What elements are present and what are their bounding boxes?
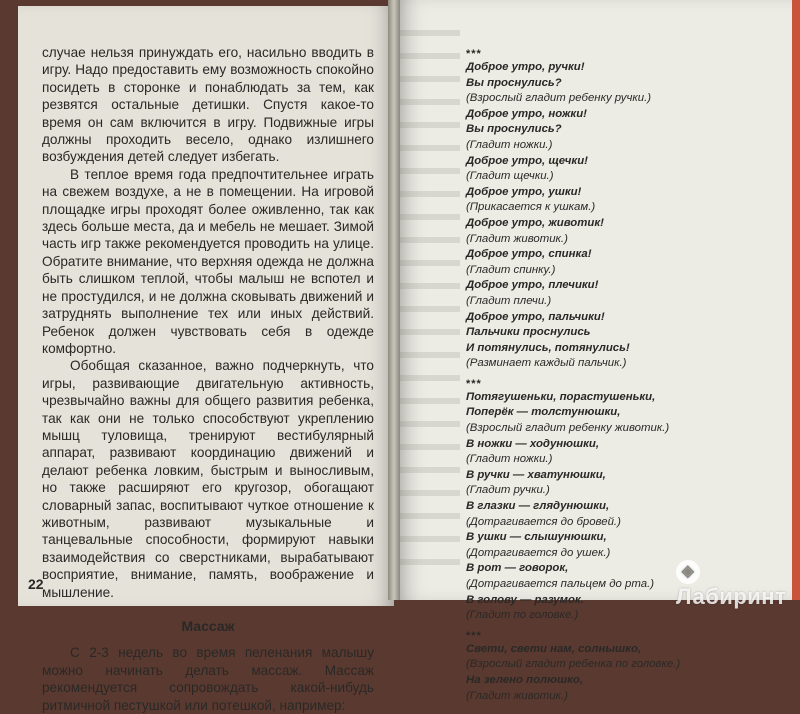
verse-line: В ножки — ходунюшки, bbox=[466, 437, 600, 450]
verse-line: Доброе утро, ушки! bbox=[466, 185, 582, 198]
stage-direction: (Взрослый гладит ребенка по головке.) bbox=[466, 658, 681, 671]
stage-direction: (Гладит животик.) bbox=[466, 232, 568, 245]
verse-line: На зелено полюшко, bbox=[466, 673, 584, 686]
stage-direction: (Гладит ручки.) bbox=[466, 484, 550, 497]
stage-direction: (Разминает каждый пальчик.) bbox=[466, 357, 627, 370]
section-heading: Массаж bbox=[181, 618, 235, 634]
verse-line: В ручки — хватунюшки, bbox=[466, 468, 606, 481]
separator: *** bbox=[466, 629, 482, 642]
verse-line: Доброе утро, ножки! bbox=[466, 107, 587, 120]
separator: *** bbox=[466, 377, 482, 390]
verse-line: Доброе утро, ручки! bbox=[466, 61, 585, 73]
stage-direction: (Взрослый гладит ребенку животик.) bbox=[466, 422, 670, 435]
stage-direction: (Дотрагивается до ушек.) bbox=[466, 546, 611, 559]
stage-direction: (Дотрагивается до бровей.) bbox=[466, 515, 621, 528]
labirint-logo-icon: ◈ bbox=[676, 560, 700, 584]
verse-line: В голову — разумок. bbox=[466, 593, 584, 606]
verse-line: Поперёк — толстунюшки, bbox=[466, 406, 621, 419]
paragraph: случае нельзя принуждать его, насильно вводить в игру. Надо предоставить ему возможность спокойно посидеть в сторонке и понаблюдать за тем, как резвятся остальные детишки. Спустя какое-то время он сам включится в игру. Подвижные игры должны проходить весело, однако излишнего возбуждения детей следует избегать. bbox=[42, 45, 374, 165]
verse-line: Доброе утро, животик! bbox=[466, 216, 604, 229]
left-page-text bbox=[42, 44, 374, 714]
book-spine bbox=[388, 0, 400, 600]
verse-line: Пальчики проснулись bbox=[466, 326, 591, 339]
paragraph: В теплое время года предпочтительнее играть на свежем воздухе, а не в помещении. На игровой площадке игры проходят более оживленно, так как здесь больше места, да и мебель не мешает. Зимой часть игр также рекомендуется проводить на улице. Обратите внимание, что верхняя одежда не должна быть слишком теплой, чтобы малыш не вспотел и не простудился, и не должна сковывать движений и затруднять выполнение тех или иных действий. Ребенок должен чувствовать себя в одежде комфортно. bbox=[42, 166, 374, 356]
stage-direction: (Гладит ножки.) bbox=[466, 453, 553, 466]
stage-direction: (Гладит животик.) bbox=[466, 689, 568, 702]
watermark-label: Лабиринт bbox=[676, 584, 787, 610]
page-number: 22 bbox=[28, 576, 44, 592]
verse-line: Доброе утро, спинка! bbox=[466, 248, 592, 261]
verse-line: Доброе утро, щечки! bbox=[466, 154, 588, 167]
verse-line: Потягушеньки, порастушеньки, bbox=[466, 390, 656, 403]
verse-line: И потянулись, потянулись! bbox=[466, 341, 630, 354]
separator: *** bbox=[466, 48, 482, 60]
stage-direction: (Гладит плечи.) bbox=[466, 294, 552, 307]
verse-line: Свети, свети нам, солнышко, bbox=[466, 642, 642, 655]
verse-line: Вы проснулись? bbox=[466, 123, 562, 136]
watermark bbox=[676, 558, 800, 610]
verse-line: Вы проснулись? bbox=[466, 76, 562, 89]
stage-direction: (Дотрагивается пальцем до рта.) bbox=[466, 578, 655, 590]
verse-line: В ушки — слышунюшки, bbox=[466, 531, 607, 544]
stage-direction: (Прикасается к ушкам.) bbox=[466, 201, 596, 214]
stage-direction: (Взрослый гладит ребенку ручки.) bbox=[466, 92, 652, 105]
verse-line: В рот — говорок, bbox=[466, 562, 569, 575]
stage-direction: (Гладит ножки.) bbox=[466, 138, 553, 151]
verse-line: В глазки — глядунюшки, bbox=[466, 500, 610, 513]
verse-line: Доброе утро, пальчики! bbox=[466, 310, 605, 323]
stage-direction: (Гладит по головке.) bbox=[466, 609, 579, 622]
bleed-through-text bbox=[400, 30, 460, 570]
stage-direction: (Гладит спинку.) bbox=[466, 263, 556, 276]
stage-direction: (Гладит щечки.) bbox=[466, 170, 554, 183]
poem-block bbox=[466, 60, 796, 372]
verse-line: Доброе утро, плечики! bbox=[466, 279, 599, 292]
poem-block bbox=[466, 642, 796, 704]
paragraph: Обобщая сказанное, важно подчеркнуть, что игры, развивающие двигательную активность, чрезвычайно важны для общего развития ребенка, так как они не только способствуют укреплению мышц туловища, тренируют вестибулярный аппарат, развивают координацию движений и делают ребенка ловким, быстрым и выносливым, но также расширяют его кругозор, обогащают словарный запас, воспитывают чуткое отношение к животным, развивают музыкальные и танцевальные способности, формируют навыки взаимодействия со сверстниками, вырабатывают восприятие, внимание, память, воображение и мышление. bbox=[42, 358, 374, 600]
paragraph: С 2-3 недель во время пеленания малышу можно начинать делать массаж. Массаж рекомендуется сопровождать какой-нибудь ритмичной пестушкой или потешкой, например: bbox=[42, 645, 374, 713]
